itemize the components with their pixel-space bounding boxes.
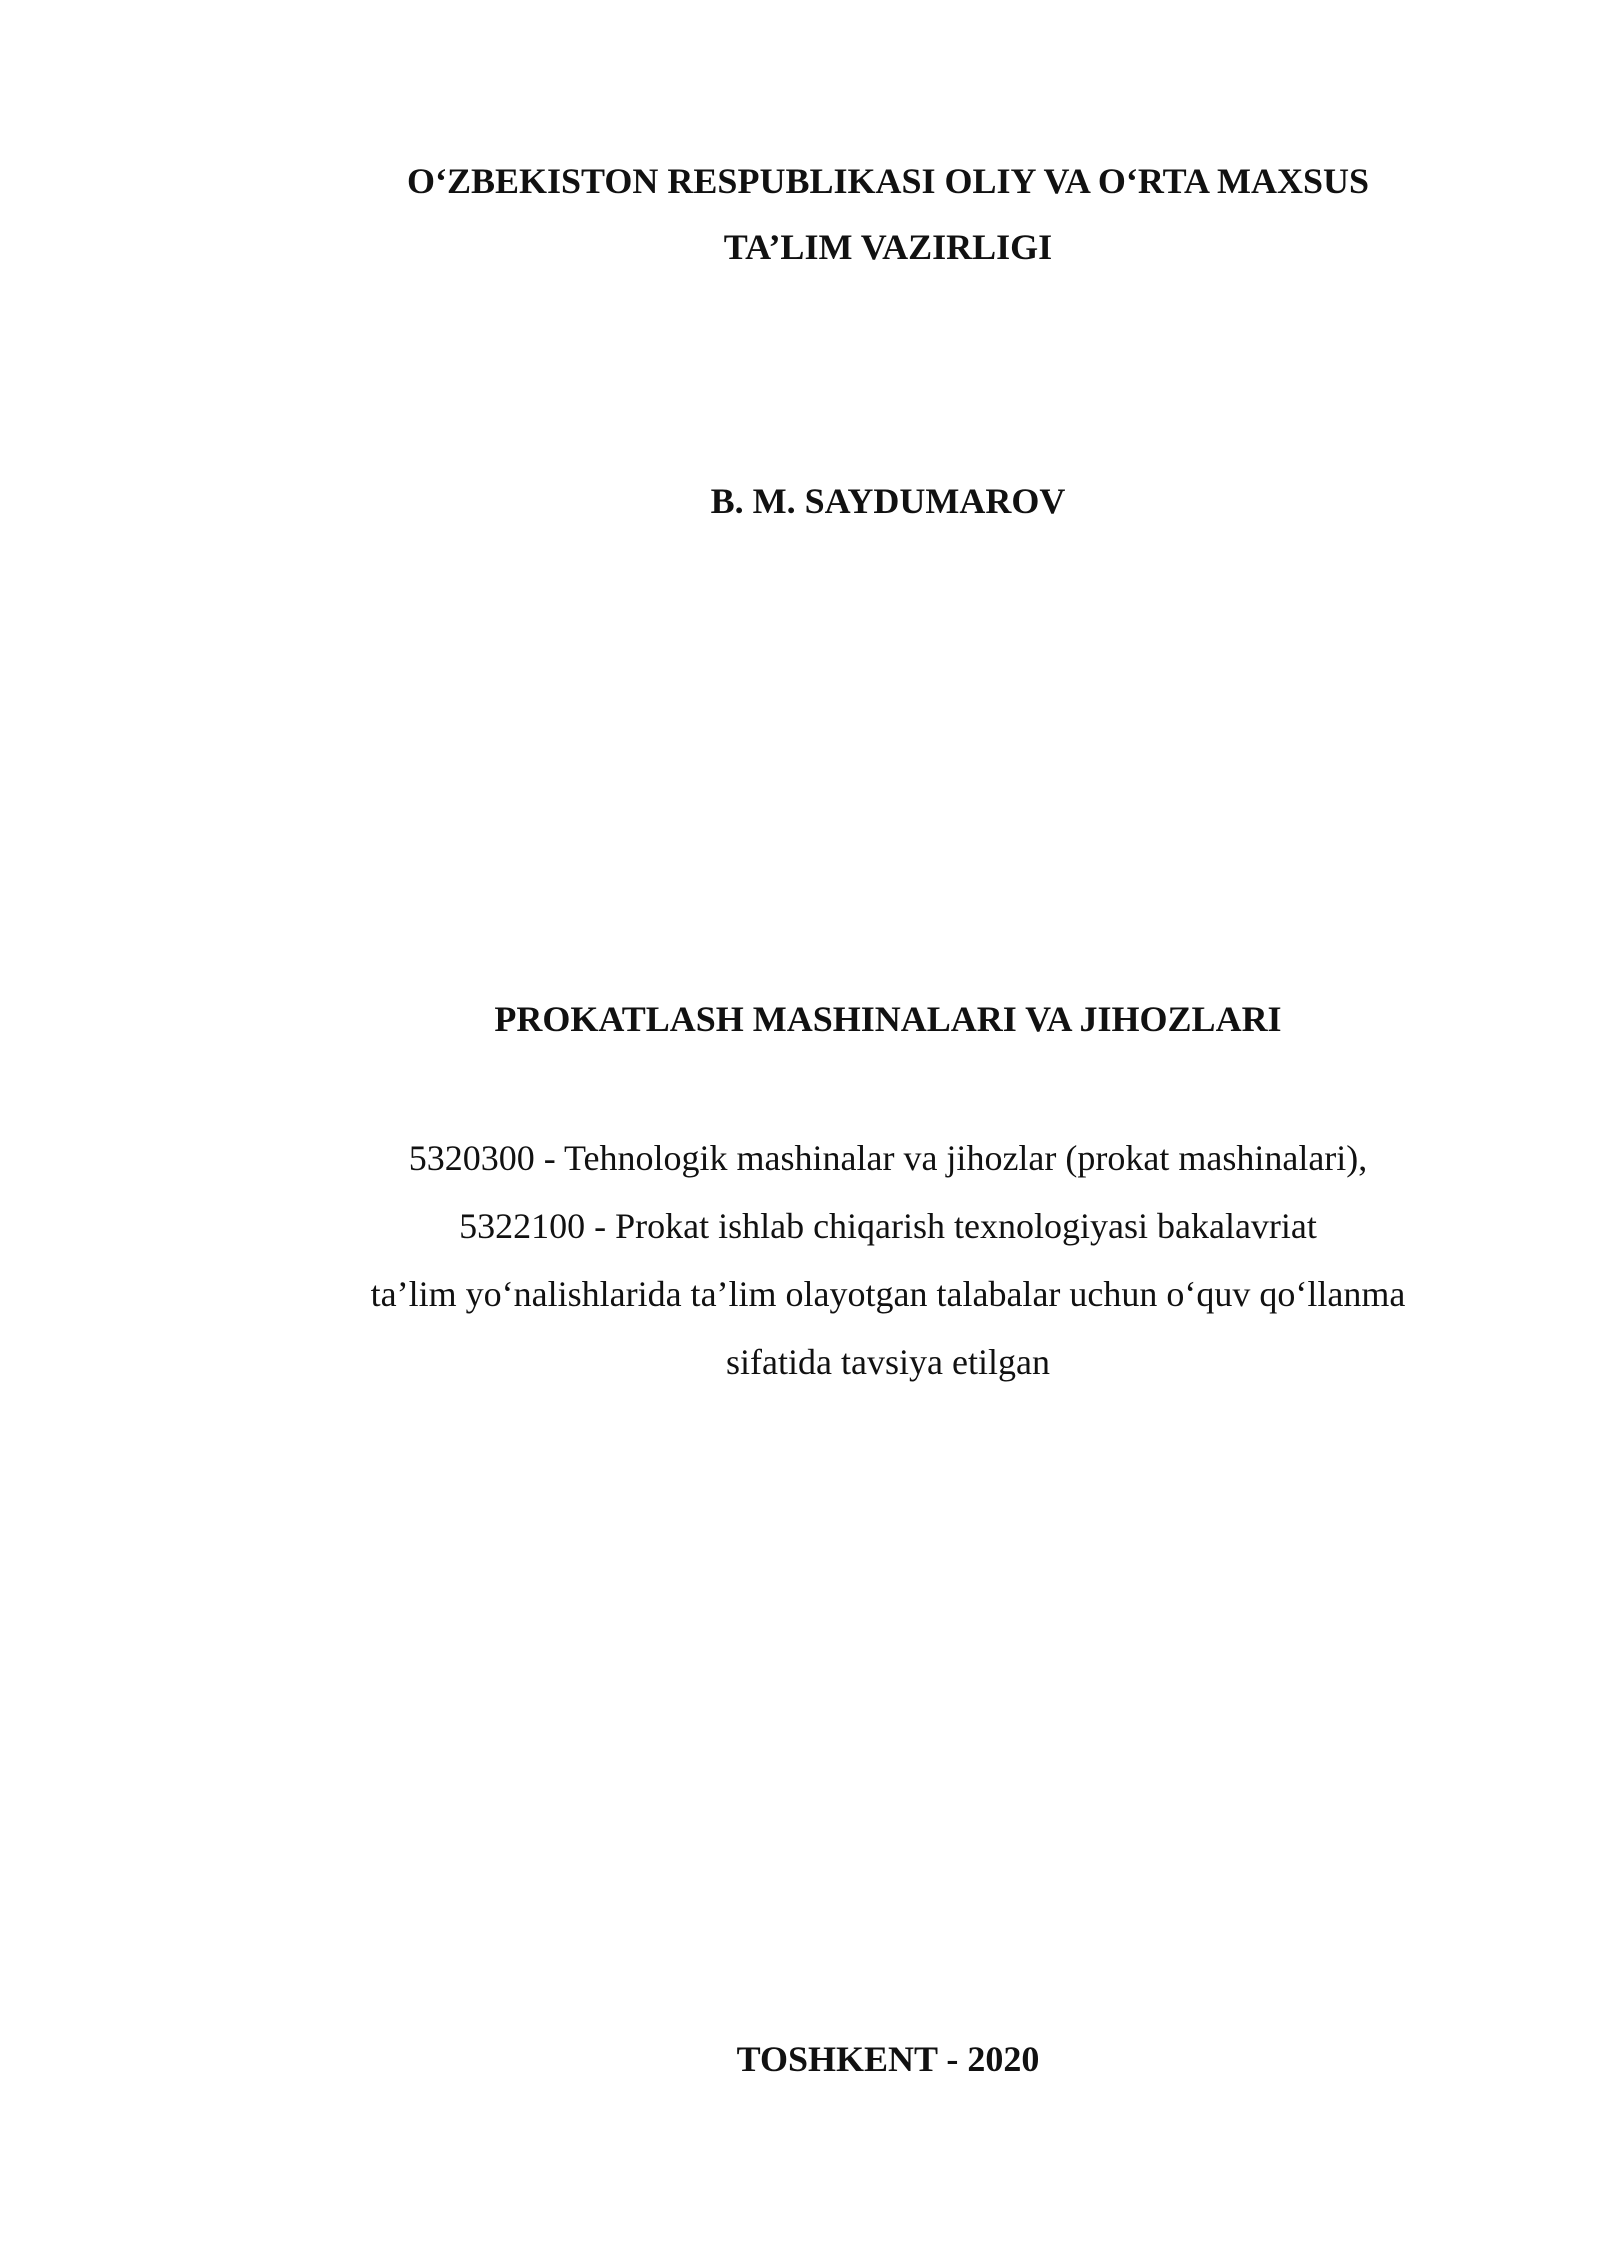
book-description [0, 1124, 1600, 1396]
description-line-3: ta’lim yo‘nalishlarida ta’lim olayotgan talabalar uchun o‘quv qo‘llanma [370, 1274, 1406, 1314]
description-line-4: sifatida tavsiya etilgan [726, 1342, 1050, 1382]
description-line-1: 5320300 - Tehnologik mashinalar va jihozlar (prokat mashinalari), [408, 1138, 1368, 1178]
description-line-2: 5322100 - Prokat ishlab chiqarish texnologiyasi bakalavriat [459, 1206, 1317, 1246]
place-year [0, 2032, 1600, 2086]
book-title [0, 992, 1600, 1046]
ministry-heading [0, 148, 1600, 280]
ministry-heading-line-2: TA’LIM VAZIRLIGI [723, 227, 1053, 267]
author-name [0, 474, 1600, 528]
author-name-text: B. M. SAYDUMAROV [710, 481, 1066, 521]
place-year-text: TOSHKENT - 2020 [736, 2039, 1040, 2079]
book-title-text: PROKATLASH MASHINALARI VA JIHOZLARI [494, 999, 1282, 1039]
ministry-heading-line-1: O‘ZBEKISTON RESPUBLIKASI OLIY VA O‘RTA MAXSUS [407, 161, 1369, 201]
